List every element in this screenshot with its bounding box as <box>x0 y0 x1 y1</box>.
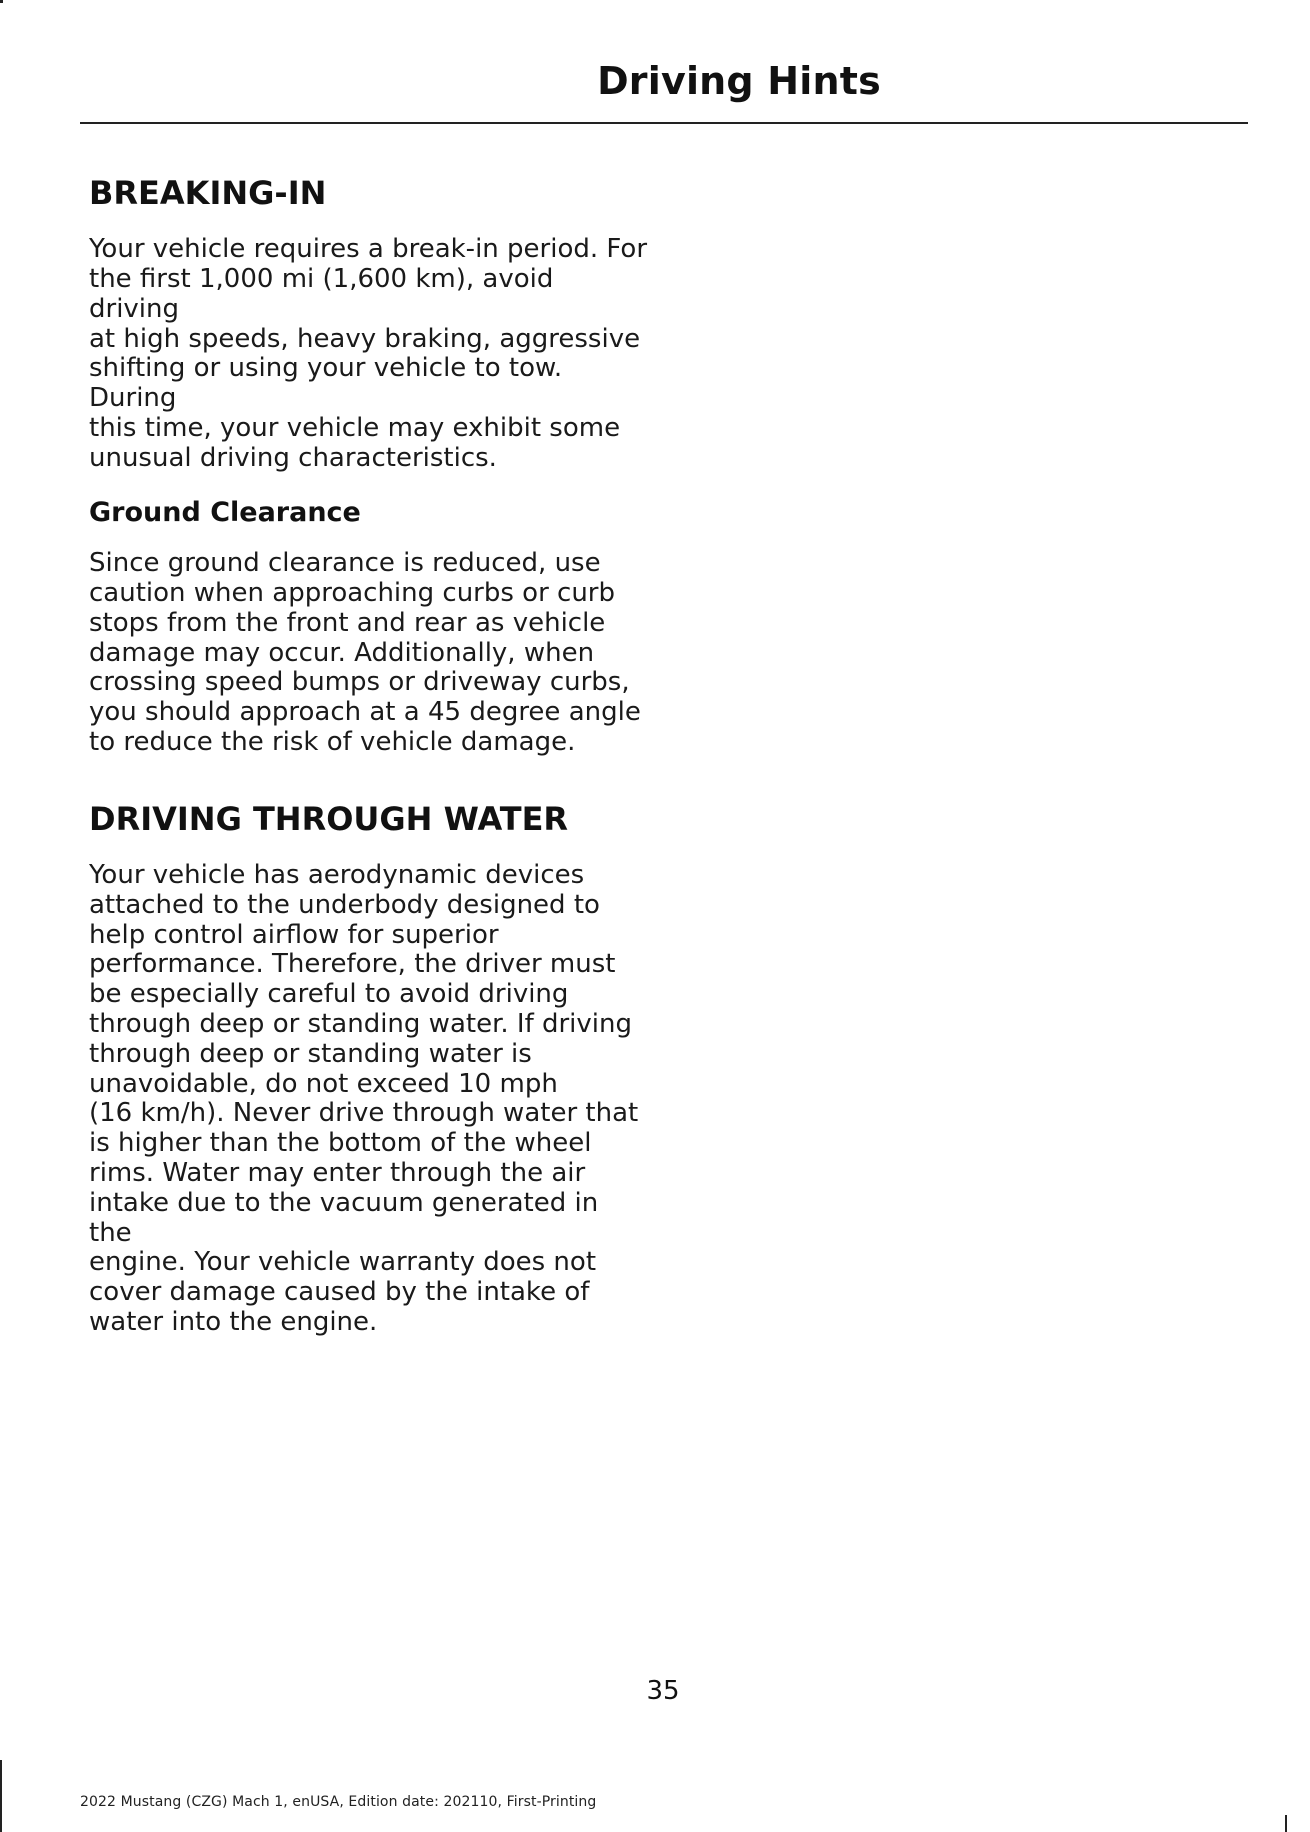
section-breaking-in <box>89 176 649 474</box>
section-heading-breaking-in: BREAKING-IN <box>89 174 327 212</box>
paragraph-driving-through-water: Your vehicle has aerodynamic devices attached to the underbody designed to help control airflow for superior performance. Therefore, the driver must be especially careful to avoid driving through deep or standing water. If driving through deep or standing water is unavoidable, do not exceed 10 mph (16 km/h). Never drive through water that is higher than the bottom of the wheel rims. Water may enter through the air intake due to the vacuum generated in the engine. Your vehicle warranty does not cover damage caused by the intake of water into the engine. <box>89 860 639 1337</box>
paragraph-breaking-in: Your vehicle requires a break-in period. For the first 1,000 mi (1,600 km), avoid driving at high speeds, heavy braking, aggressive shifting or using your vehicle to tow. During this time, your vehicle may exhibit some unusual driving characteristics. <box>89 234 648 473</box>
section-driving-through-water <box>89 799 649 1338</box>
page-title: Driving Hints <box>597 59 881 103</box>
subheading-ground-clearance: Ground Clearance <box>89 496 361 528</box>
content-column <box>89 176 649 1338</box>
crop-mark-top-left <box>0 0 3 3</box>
page-header <box>80 56 1248 124</box>
page-number: 35 <box>646 1676 680 1706</box>
crop-mark-bottom-right <box>1285 1815 1287 1832</box>
paragraph-ground-clearance: Since ground clearance is reduced, use caution when approaching curbs or curb stops from the front and rear as vehicle damage may occur. Additionally, when crossing speed bumps or driveway curbs, you should approach at a 45 degree angle to reduce the risk of vehicle damage. <box>89 548 641 758</box>
edition-footer: 2022 Mustang (CZG) Mach 1, enUSA, Edition date: 202110, First-Printing <box>80 1794 597 1810</box>
section-ground-clearance <box>89 498 649 758</box>
crop-mark-bottom-left <box>0 1760 2 1832</box>
section-heading-driving-through-water: DRIVING THROUGH WATER <box>89 799 569 838</box>
